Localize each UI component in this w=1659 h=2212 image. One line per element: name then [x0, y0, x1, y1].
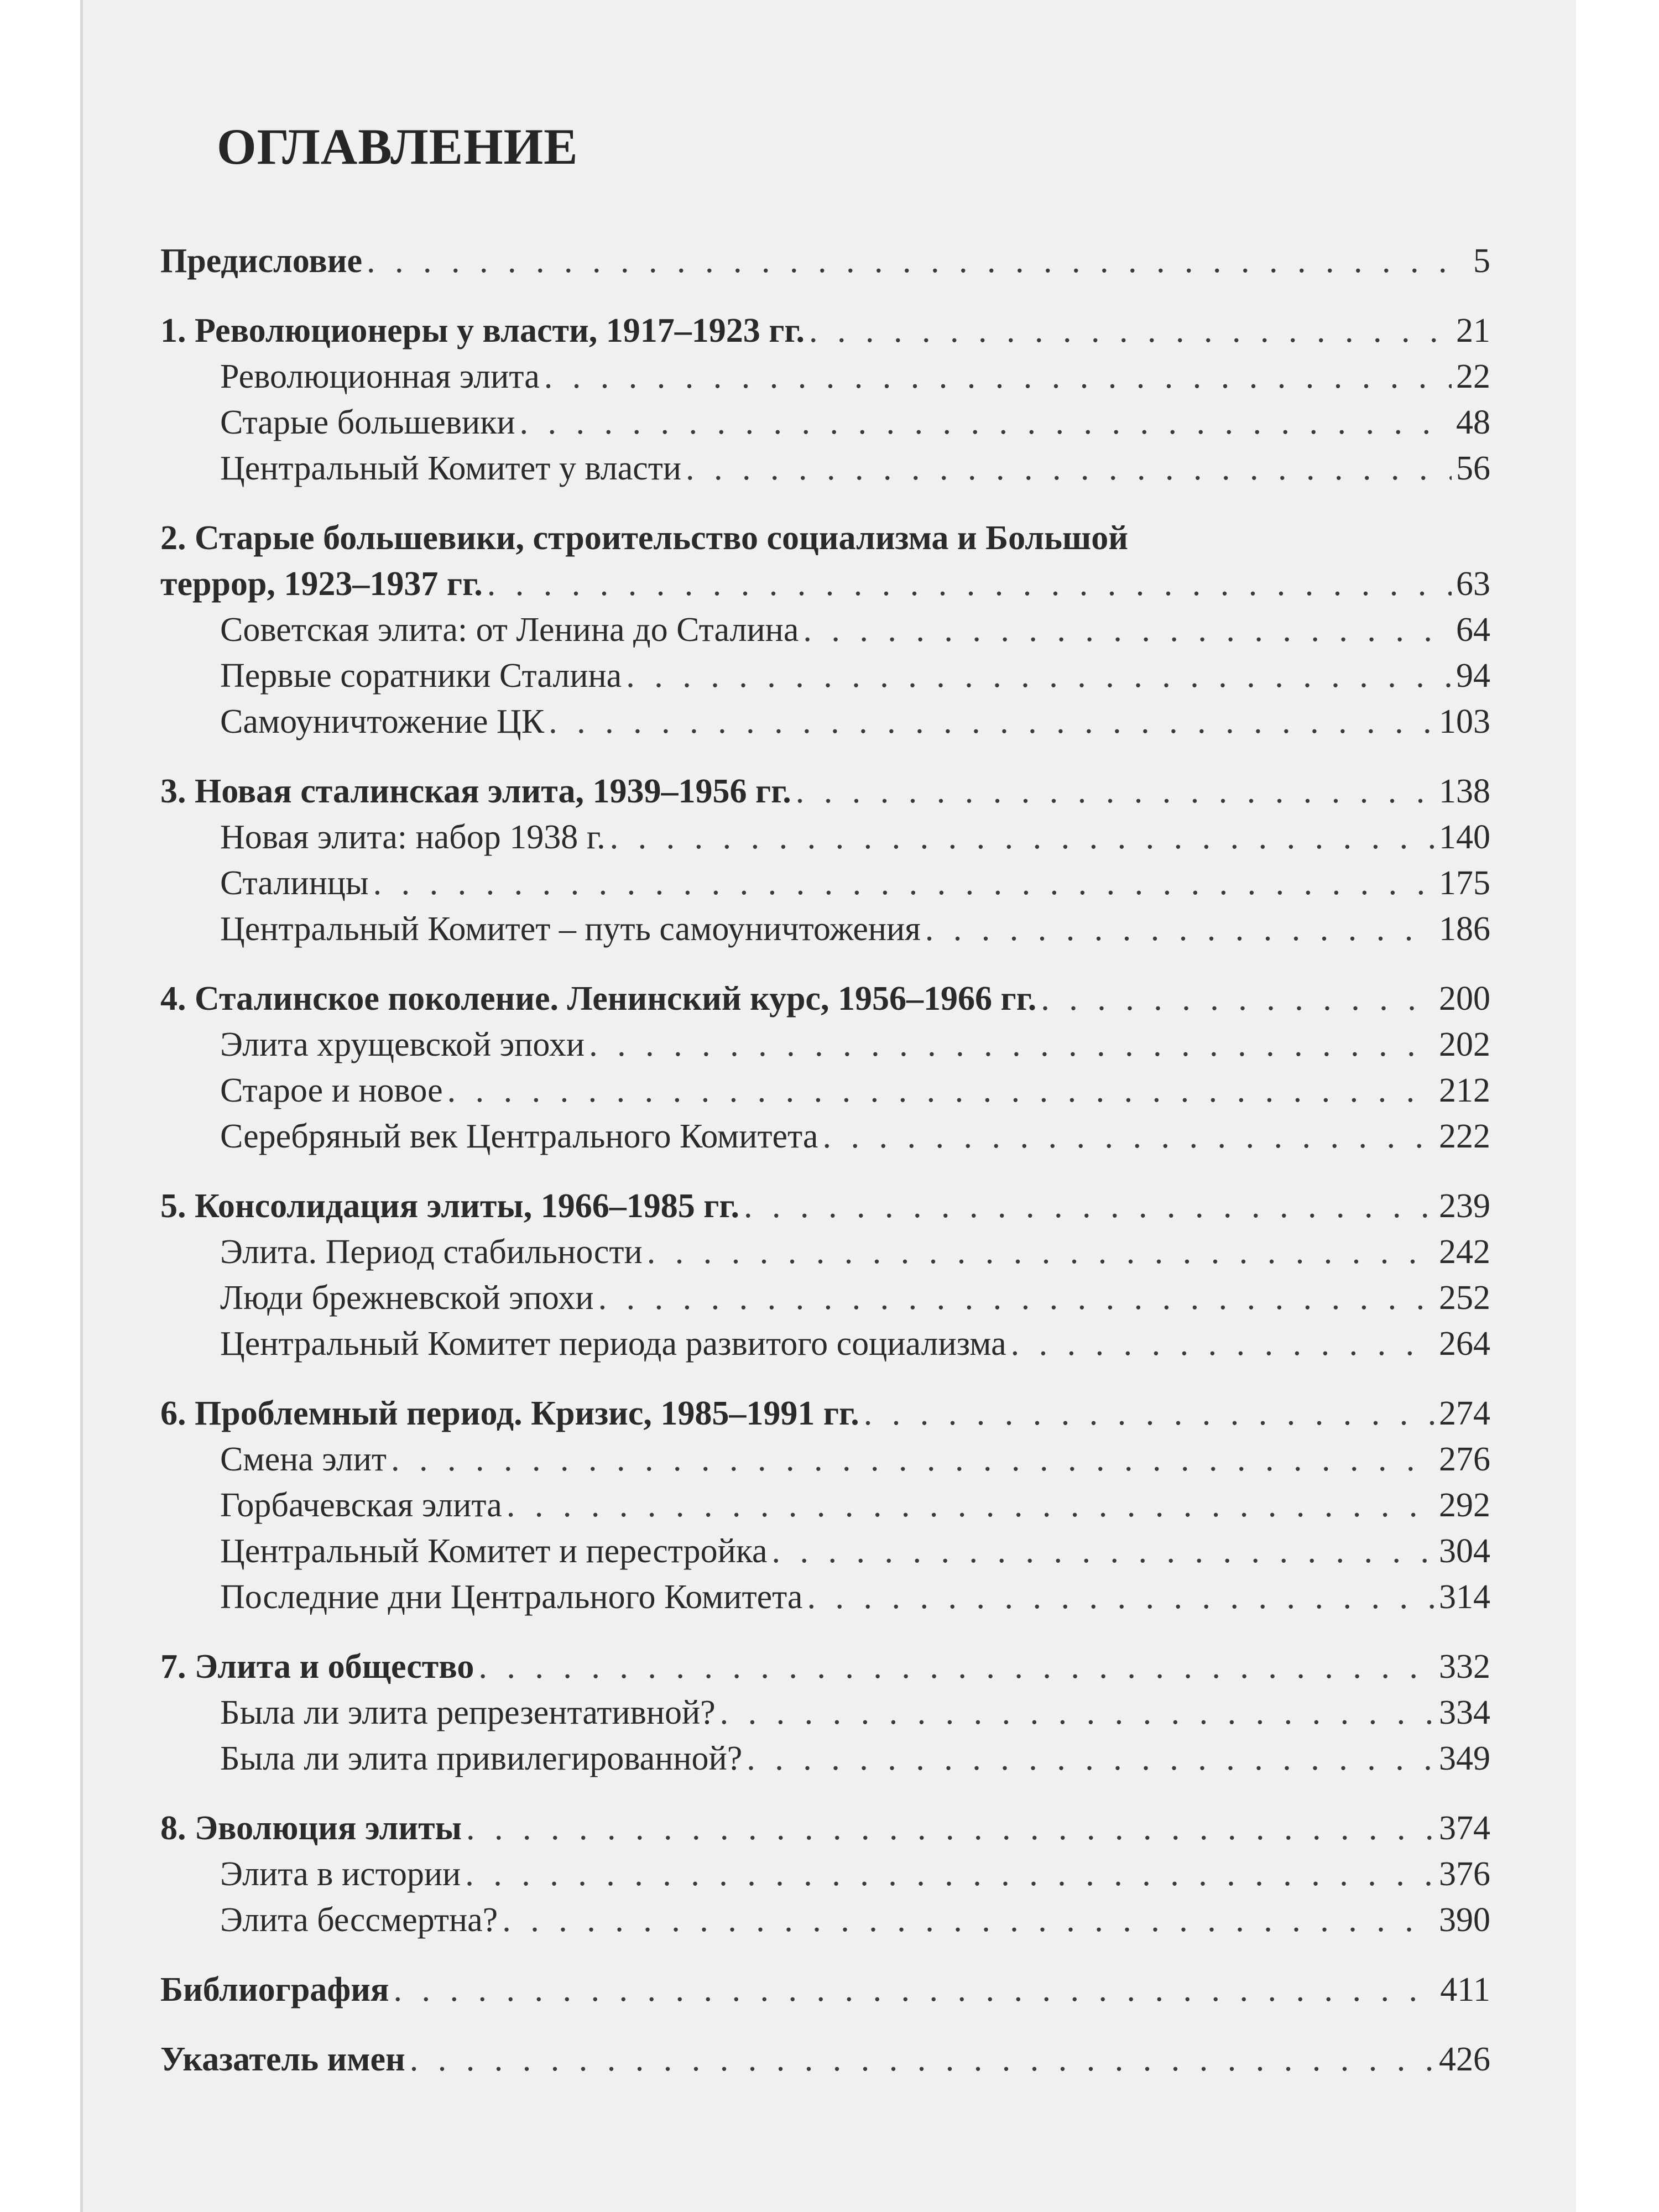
toc-page-number: 314 — [1439, 1578, 1490, 1616]
dot-leader — [598, 1276, 1434, 1320]
toc-entry-title: Старое и новое — [220, 1072, 443, 1109]
dot-leader — [610, 815, 1434, 859]
toc-section[interactable] — [220, 815, 1490, 859]
toc-page-number: 426 — [1439, 2041, 1490, 2078]
toc-section[interactable] — [220, 1322, 1490, 1366]
toc-page-number: 138 — [1439, 773, 1490, 810]
dot-leader — [1041, 977, 1434, 1021]
toc-entry-name-index[interactable] — [160, 2037, 1490, 2081]
toc-section[interactable] — [220, 446, 1490, 491]
dot-leader — [544, 354, 1452, 399]
toc-entry-title: Серебряный век Центрального Комитета — [220, 1118, 818, 1155]
dot-leader — [478, 1645, 1434, 1689]
toc-section[interactable] — [220, 861, 1490, 905]
dot-leader — [772, 1529, 1434, 1573]
toc-entry-title: Самоуничтожение ЦК — [220, 703, 545, 740]
toc-entry-title: Первые соратники Сталина — [220, 657, 622, 695]
toc-page-number: 332 — [1439, 1648, 1490, 1686]
toc-entry-title: Элита в истории — [220, 1855, 461, 1893]
toc-entry-title: Центральный Комитет у власти — [220, 450, 682, 487]
toc-page-number: 252 — [1439, 1279, 1490, 1317]
dot-leader — [864, 1391, 1434, 1436]
toc-entry-title: Была ли элита привилегированной? — [220, 1740, 743, 1777]
toc-entry-title: Горбачевская элита — [220, 1486, 502, 1524]
toc-section[interactable] — [220, 1068, 1490, 1113]
toc-chapter-1[interactable] — [160, 309, 1490, 353]
toc-page-number: 411 — [1440, 1971, 1490, 2008]
toc-page-number: 334 — [1439, 1694, 1490, 1731]
dot-leader — [796, 769, 1434, 813]
toc-chapter-8[interactable] — [160, 1806, 1490, 1850]
toc-page-number: 21 — [1456, 312, 1490, 349]
toc-entry-title: Элита бессмертна? — [220, 1901, 498, 1939]
toc-page-number: 390 — [1439, 1901, 1490, 1939]
toc-entry-title: Новая элита: набор 1938 г. — [220, 818, 606, 856]
dot-leader — [589, 1022, 1434, 1067]
toc-section[interactable] — [220, 700, 1490, 744]
toc-section[interactable] — [220, 654, 1490, 698]
page-title: ОГЛАВЛЕНИЕ — [217, 118, 578, 175]
toc-entry-title: Последние дни Центрального Комитета — [220, 1578, 803, 1616]
toc-section[interactable] — [220, 1575, 1490, 1619]
toc-entry-title: 6. Проблемный период. Кризис, 1985–1991 гг. — [160, 1395, 859, 1432]
toc-entry-title: террор, 1923–1937 гг. — [160, 565, 483, 603]
dot-leader — [807, 1575, 1434, 1619]
dot-leader — [925, 907, 1434, 951]
toc-chapter-2-line-1: 2. Старые большевики, строительство социализма и Большой — [160, 519, 1128, 557]
toc-page-number: 242 — [1439, 1233, 1490, 1271]
toc-entry-title: Революционная элита — [220, 358, 540, 395]
toc-section[interactable] — [220, 608, 1490, 652]
toc-entry-title: 8. Эволюция элиты — [160, 1809, 462, 1847]
toc-page-number: 202 — [1439, 1026, 1490, 1063]
dot-leader — [747, 1736, 1434, 1781]
toc-page-number: 140 — [1439, 818, 1490, 856]
toc-entry-title: Элита. Период стабильности — [220, 1233, 643, 1271]
dot-leader — [391, 1437, 1434, 1481]
toc-page-number: 212 — [1439, 1072, 1490, 1109]
dot-leader — [367, 239, 1469, 283]
toc-entry-title: Смена элит — [220, 1441, 387, 1478]
toc-chapter-2[interactable] — [160, 562, 1490, 606]
toc-page-number: 274 — [1439, 1395, 1490, 1432]
toc-page-number: 304 — [1439, 1532, 1490, 1570]
toc-page-number: 264 — [1439, 1325, 1490, 1363]
dot-leader — [549, 700, 1434, 744]
toc-page-number: 200 — [1439, 980, 1490, 1018]
toc-page-number: 63 — [1456, 565, 1490, 603]
dot-leader — [686, 446, 1452, 491]
dot-leader — [373, 861, 1434, 905]
toc-chapter-5[interactable] — [160, 1184, 1490, 1228]
dot-leader — [466, 1806, 1434, 1850]
dot-leader — [626, 654, 1452, 698]
toc-page-number: 292 — [1439, 1486, 1490, 1524]
dot-leader — [502, 1898, 1434, 1942]
toc-entry-title: Была ли элита репрезентативной? — [220, 1694, 716, 1731]
toc-page-number: 222 — [1439, 1118, 1490, 1155]
toc-entry-title: Советская элита: от Ленина до Сталина — [220, 611, 799, 649]
toc-section[interactable] — [220, 1483, 1490, 1527]
toc-page-number: 276 — [1439, 1441, 1490, 1478]
toc-page-number: 5 — [1473, 242, 1490, 280]
toc-section[interactable] — [220, 907, 1490, 951]
toc-entry-title: 1. Революционеры у власти, 1917–1923 гг. — [160, 312, 805, 349]
toc-entry-title: Элита хрущевской эпохи — [220, 1026, 585, 1063]
toc-chapter-6[interactable] — [160, 1391, 1490, 1436]
toc-section[interactable] — [220, 1736, 1490, 1781]
toc-page-number: 56 — [1456, 450, 1490, 487]
toc-section[interactable] — [220, 1230, 1490, 1274]
toc-entry-title: 4. Сталинское поколение. Ленинский курс, 1956–1966 гг. — [160, 980, 1037, 1018]
toc-section[interactable] — [220, 1898, 1490, 1942]
toc-page-number: 175 — [1439, 864, 1490, 902]
toc-entry-bibliography[interactable] — [160, 1968, 1490, 2012]
toc-entry-title: Библиография — [160, 1971, 389, 2008]
toc-page-number: 94 — [1456, 657, 1490, 695]
toc-section[interactable] — [220, 1852, 1490, 1896]
dot-leader — [465, 1852, 1434, 1896]
toc-entry-title: 3. Новая сталинская элита, 1939–1956 гг. — [160, 773, 791, 810]
dot-leader — [720, 1691, 1434, 1735]
dot-leader — [410, 2037, 1434, 2081]
toc-entry-preface[interactable] — [160, 239, 1490, 283]
dot-leader — [507, 1483, 1434, 1527]
toc-page-number: 376 — [1439, 1855, 1490, 1893]
toc-page-number: 48 — [1456, 404, 1490, 441]
toc-entry-title: Центральный Комитет – путь самоуничтожения — [220, 910, 921, 948]
dot-leader — [487, 562, 1452, 606]
toc-page-number: 186 — [1439, 910, 1490, 948]
toc-section[interactable] — [220, 354, 1490, 399]
toc-page-number: 349 — [1439, 1740, 1490, 1777]
toc-section[interactable] — [220, 1529, 1490, 1573]
toc-entry-title: Центральный Комитет и перестройка — [220, 1532, 768, 1570]
dot-leader — [647, 1230, 1434, 1274]
toc-page-number: 374 — [1439, 1809, 1490, 1847]
toc-entry-title: Предисловие — [160, 242, 362, 280]
toc-page-number: 64 — [1456, 611, 1490, 649]
toc-entry-title: 5. Консолидация элиты, 1966–1985 гг. — [160, 1187, 740, 1225]
dot-leader — [1011, 1322, 1434, 1366]
toc-section[interactable] — [220, 1437, 1490, 1481]
toc-page-number: 22 — [1456, 358, 1490, 395]
dot-leader — [393, 1968, 1436, 2012]
toc-entry-title: Указатель имен — [160, 2041, 405, 2078]
dot-leader — [520, 400, 1452, 445]
dot-leader — [822, 1114, 1434, 1159]
toc-entry-title: Старые большевики — [220, 404, 515, 441]
dot-leader — [809, 309, 1452, 353]
dot-leader — [803, 608, 1452, 652]
toc-entry-title: Сталинцы — [220, 864, 369, 902]
toc-page-number: 103 — [1439, 703, 1490, 740]
toc-chapter-7[interactable] — [160, 1645, 1490, 1689]
toc-entry-title: Люди брежневской эпохи — [220, 1279, 594, 1317]
toc-page-number: 239 — [1439, 1187, 1490, 1225]
toc-section[interactable] — [220, 1114, 1490, 1159]
toc-section[interactable] — [220, 400, 1490, 445]
toc-chapter-4[interactable] — [160, 977, 1490, 1021]
toc-section[interactable] — [220, 1276, 1490, 1320]
toc-section[interactable] — [220, 1691, 1490, 1735]
toc-entry-title: Центральный Комитет периода развитого социализма — [220, 1325, 1006, 1363]
dot-leader — [744, 1184, 1434, 1228]
toc-entry-title: 7. Элита и общество — [160, 1648, 474, 1686]
dot-leader — [447, 1068, 1434, 1113]
toc-chapter-3[interactable] — [160, 769, 1490, 813]
toc-section[interactable] — [220, 1022, 1490, 1067]
